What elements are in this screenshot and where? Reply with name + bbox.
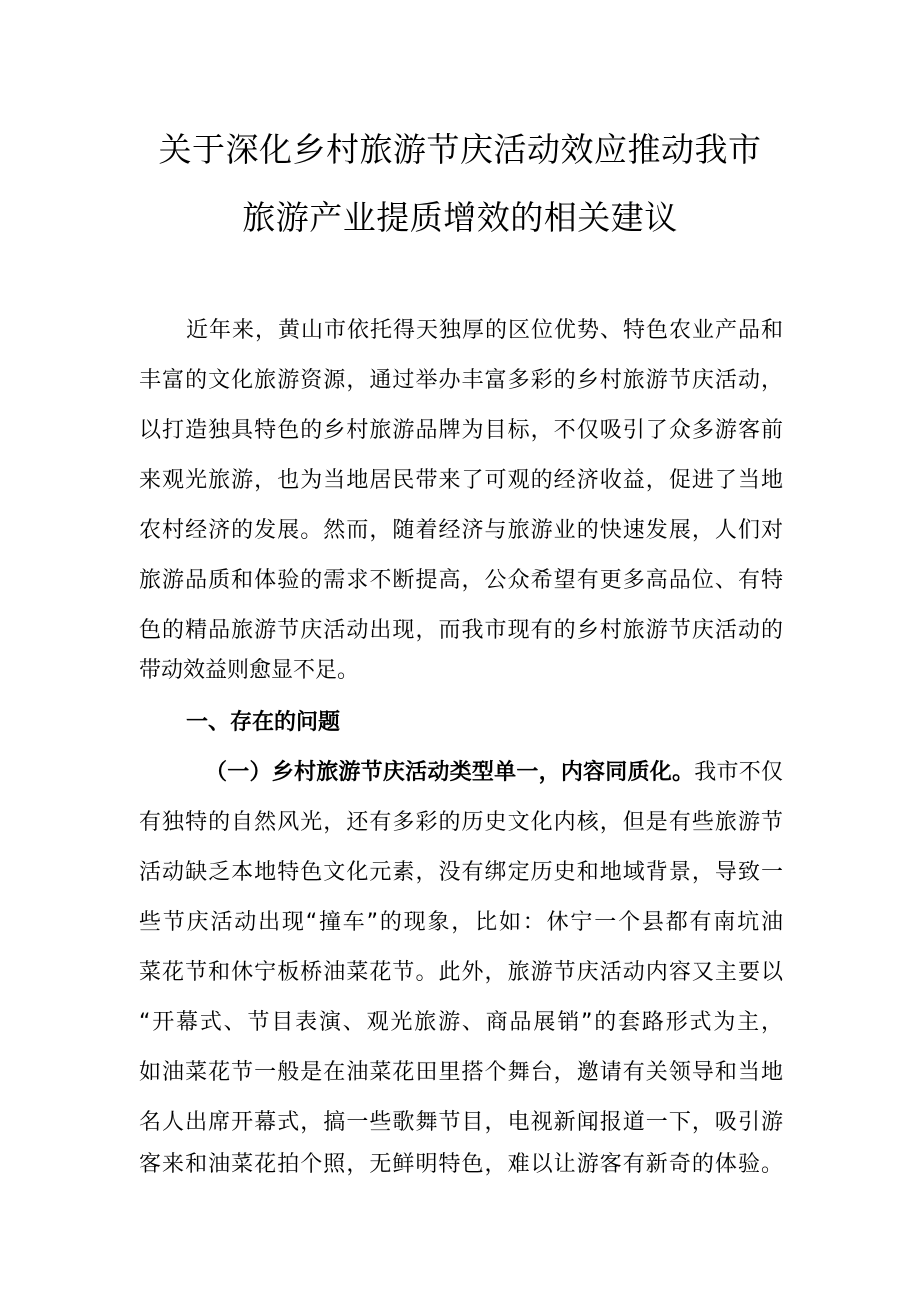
- intro-line-4: 来观光旅游，也为当地居民带来了可观的经济收益，促进了当地: [139, 468, 783, 493]
- subsection-line-5: 菜花节和休宁板桥油菜花节。此外，旅游节庆活动内容又主要以: [139, 960, 783, 985]
- subsection-line-3: 活动缺乏本地特色文化元素，没有绑定历史和地域背景，导致一: [139, 860, 783, 885]
- intro-line-6: 旅游品质和体验的需求不断提高，公众希望有更多高品位、有特: [139, 568, 783, 593]
- subsection-line-8: 名人出席开幕式，搞一些歌舞节目，电视新闻报道一下，吸引游: [139, 1110, 783, 1135]
- section-heading: 一、存在的问题: [186, 710, 341, 735]
- intro-line-3: 以打造独具特色的乡村旅游品牌为目标，不仅吸引了众多游客前: [139, 418, 783, 443]
- document-title-line-2: 旅游产业提质增效的相关建议: [242, 198, 678, 237]
- intro-line-1: 近年来，黄山市依托得天独厚的区位优势、特色农业产品和: [186, 318, 783, 343]
- subsection-bold-lead: （一）乡村旅游节庆活动类型单一，内容同质化。: [205, 760, 695, 785]
- subsection-line-2: 有独特的自然风光，还有多彩的历史文化内核，但是有些旅游节: [139, 810, 783, 835]
- subsection-line-6: “开幕式、节目表演、观光旅游、商品展销”的套路形式为主，: [139, 1010, 783, 1035]
- intro-line-2: 丰富的文化旅游资源，通过举办丰富多彩的乡村旅游节庆活动，: [139, 368, 783, 393]
- intro-line-8: 带动效益则愈显不足。: [139, 658, 360, 683]
- document-title-line-1: 关于深化乡村旅游节庆活动效应推动我市: [158, 130, 762, 169]
- subsection-line-4: 些节庆活动出现“撞车”的现象，比如：休宁一个县都有南坑油: [139, 910, 783, 935]
- intro-line-5: 农村经济的发展。然而，随着经济与旅游业的快速发展，人们对: [139, 518, 783, 543]
- subsection-line-7: 如油菜花节一般是在油菜花田里搭个舞台，邀请有关领导和当地: [139, 1060, 783, 1085]
- subsection-first-line: [205, 758, 783, 788]
- subsection-first-rest: 我市不仅: [694, 760, 783, 785]
- intro-line-7: 色的精品旅游节庆活动出现，而我市现有的乡村旅游节庆活动的: [139, 618, 783, 643]
- subsection-line-9: 客来和油菜花拍个照，无鲜明特色，难以让游客有新奇的体验。: [139, 1152, 783, 1177]
